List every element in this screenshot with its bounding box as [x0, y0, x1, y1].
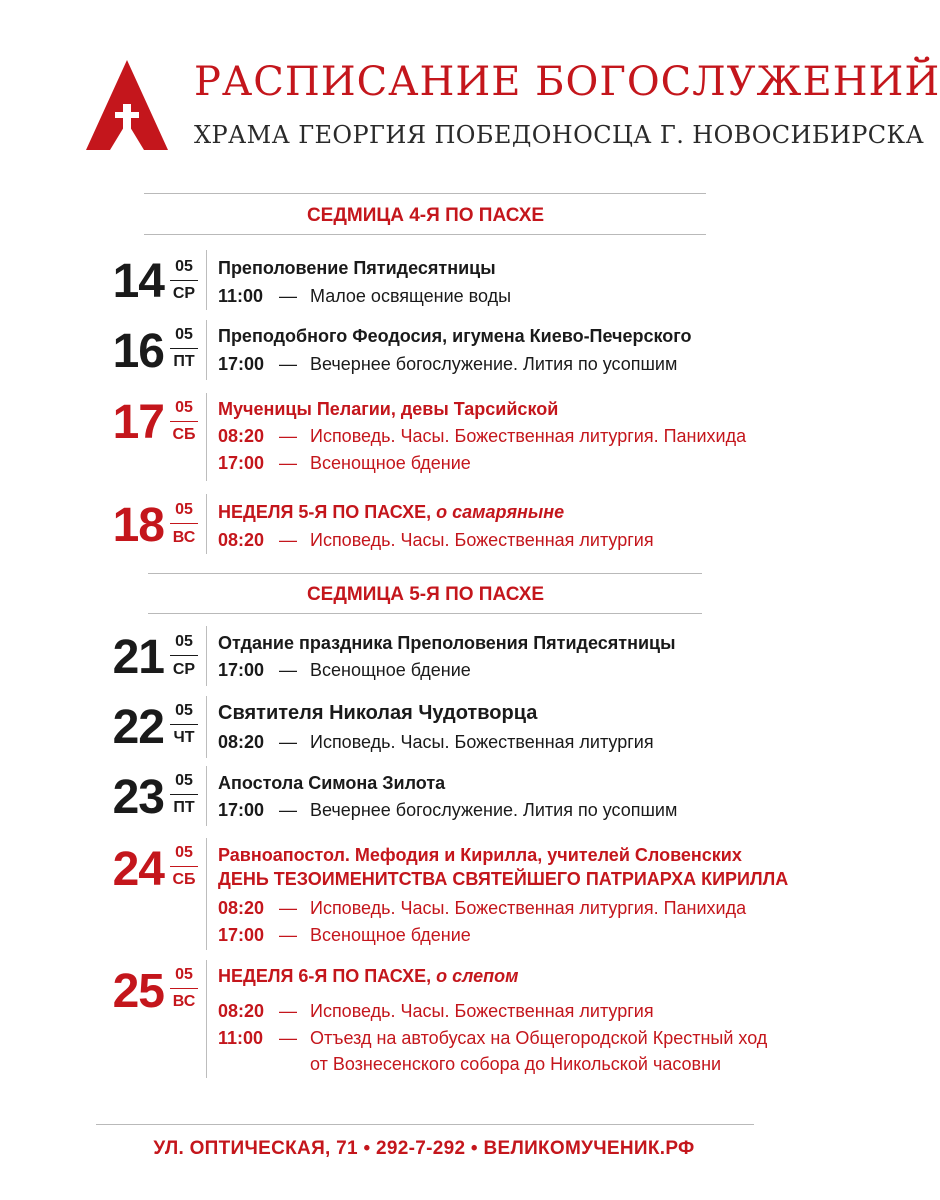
service-row — [218, 284, 512, 308]
feast-title: Преподобного Феодосия, игумена Киево-Печерского — [218, 326, 692, 346]
service-time: 17:00 — [218, 925, 265, 945]
feast-title: Мученицы Пелагии, девы Тарсийской — [218, 399, 559, 419]
service-row — [218, 528, 654, 552]
feast-title: Отдание праздника Преполовения Пятидесятницы — [218, 633, 676, 653]
service-dash: — — [279, 1028, 297, 1048]
vertical-divider — [206, 766, 207, 826]
day-of-week: ПТ — [173, 353, 195, 370]
week-title: СЕДМИЦА 4-Я ПО ПАСХЕ — [306, 205, 545, 226]
service-dash: — — [279, 1001, 297, 1021]
service-row — [218, 896, 747, 920]
date-separator — [170, 655, 198, 656]
date-separator — [170, 421, 198, 422]
service-row — [218, 923, 471, 947]
red-triangle-cross-icon — [84, 58, 170, 154]
service-dash: — — [279, 925, 297, 945]
service-time: 11:00 — [218, 286, 264, 306]
service-time: 17:00 — [218, 453, 265, 473]
day-of-week: СБ — [172, 871, 196, 888]
day-number: 23 — [112, 771, 164, 824]
service-time: 08:20 — [218, 530, 265, 550]
day-month: 05 — [175, 633, 193, 650]
logo — [84, 58, 170, 154]
date-separator — [170, 988, 198, 989]
day-number: 25 — [112, 965, 164, 1018]
feast-title-main: НЕДЕЛЯ 6-Я ПО ПАСХЕ, — [218, 966, 432, 986]
day-of-week: ЧТ — [173, 729, 195, 746]
service-text: Вечернее богослужение. Лития по усопшим — [310, 354, 678, 374]
day-of-week: СР — [172, 285, 196, 302]
day-number: 17 — [112, 396, 164, 449]
divider — [144, 234, 706, 235]
date-separator — [170, 523, 198, 524]
day-month: 05 — [175, 966, 193, 983]
day-number: 24 — [112, 843, 164, 896]
service-time: 17:00 — [218, 800, 265, 820]
footer-divider — [96, 1124, 754, 1125]
service-row — [218, 658, 471, 682]
feast-title-italic: о самаряныне — [431, 502, 565, 522]
vertical-divider — [206, 320, 207, 380]
service-dash: — — [279, 453, 297, 473]
service-dash: — — [279, 898, 297, 918]
page-subtitle: ХРАМА ГЕОРГИЯ ПОБЕДОНОСЦА Г. НОВОСИБИРСКА — [194, 121, 925, 149]
feast-title: Апостола Симона Зилота — [218, 773, 446, 793]
feast-title-italic: о слепом — [431, 966, 519, 986]
service-text: Исповедь. Часы. Божественная литургия. Панихида — [310, 898, 747, 918]
service-text-continuation — [310, 1052, 721, 1076]
day-number: 21 — [112, 631, 164, 684]
vertical-divider — [206, 626, 207, 686]
day-month: 05 — [175, 258, 193, 275]
day-of-week: СР — [172, 661, 196, 678]
day-month: 05 — [175, 399, 193, 416]
service-text: Всенощное бдение — [310, 925, 471, 945]
day-number: 22 — [112, 701, 164, 754]
service-time: 08:20 — [218, 898, 265, 918]
day-month: 05 — [175, 326, 193, 343]
service-row — [218, 730, 654, 754]
feast-title: Святителя Николая Чудотворца — [218, 702, 538, 724]
page-title: РАСПИСАНИЕ БОГОСЛУЖЕНИЙ — [194, 59, 940, 105]
service-dash: — — [279, 286, 297, 306]
service-dash: — — [279, 354, 297, 374]
service-dash: — — [279, 732, 297, 752]
service-row — [218, 1026, 768, 1050]
service-text: Отъезд на автобусах на Общегородской Крестный ход — [310, 1028, 768, 1048]
service-time: 17:00 — [218, 660, 265, 680]
service-text: Малое освящение воды — [310, 286, 512, 306]
day-month: 05 — [175, 772, 193, 789]
day-of-week: СБ — [172, 426, 196, 443]
vertical-divider — [206, 494, 207, 554]
service-text: Вечернее богослужение. Лития по усопшим — [310, 800, 678, 820]
divider — [144, 193, 706, 194]
feast-title — [218, 500, 564, 524]
service-time: 08:20 — [218, 732, 265, 752]
service-text: Исповедь. Часы. Божественная литургия — [310, 732, 654, 752]
date-separator — [170, 280, 198, 281]
day-month: 05 — [175, 844, 193, 861]
service-dash: — — [279, 530, 297, 550]
day-of-week: ВС — [172, 993, 196, 1010]
date-separator — [170, 348, 198, 349]
day-of-week: ПТ — [173, 799, 195, 816]
service-dash: — — [279, 800, 297, 820]
service-text: Исповедь. Часы. Божественная литургия. Панихида — [310, 426, 747, 446]
service-row — [218, 999, 654, 1023]
day-number: 16 — [112, 325, 164, 378]
feast-title: Преполовение Пятидесятницы — [218, 258, 496, 278]
service-text: Исповедь. Часы. Божественная литургия — [310, 530, 654, 550]
service-text: Исповедь. Часы. Божественная литургия — [310, 1001, 654, 1021]
service-time: 08:20 — [218, 1001, 265, 1021]
service-text: от Вознесенского собора до Никольской часовни — [310, 1054, 722, 1074]
service-dash: — — [279, 660, 297, 680]
week-title: СЕДМИЦА 5-Я ПО ПАСХЕ — [306, 584, 545, 605]
service-text: Всенощное бдение — [310, 453, 471, 473]
feast-title-main: НЕДЕЛЯ 5-Я ПО ПАСХЕ, — [218, 502, 432, 522]
day-number: 14 — [112, 255, 164, 308]
vertical-divider — [206, 250, 207, 310]
vertical-divider — [206, 838, 207, 950]
vertical-divider — [206, 960, 207, 1078]
date-separator — [170, 724, 198, 725]
service-time: 17:00 — [218, 354, 265, 374]
service-row — [218, 424, 747, 448]
vertical-divider — [206, 696, 207, 758]
divider — [148, 573, 702, 574]
service-text: Всенощное бдение — [310, 660, 471, 680]
day-month: 05 — [175, 702, 193, 719]
vertical-divider — [206, 393, 207, 481]
service-time: 08:20 — [218, 426, 265, 446]
feast-title-line2: ДЕНЬ ТЕЗОИМЕНИТСТВА СВЯТЕЙШЕГО ПАТРИАРХА КИРИЛЛА — [218, 869, 789, 889]
day-number: 18 — [112, 499, 164, 552]
date-separator — [170, 794, 198, 795]
service-row — [218, 798, 678, 822]
divider — [148, 613, 702, 614]
service-time: 11:00 — [218, 1028, 264, 1048]
day-month: 05 — [175, 501, 193, 518]
service-dash: — — [279, 426, 297, 446]
day-of-week: ВС — [172, 529, 196, 546]
service-row — [218, 352, 678, 376]
feast-title: Равноапостол. Мефодия и Кирилла, учителей Словенских — [218, 845, 742, 865]
date-separator — [170, 866, 198, 867]
feast-title — [218, 964, 518, 988]
service-row — [218, 451, 471, 475]
footer-contacts: УЛ. ОПТИЧЕСКАЯ, 71 • 292-7-292 • ВЕЛИКОМУЧЕНИК.РФ — [153, 1138, 695, 1159]
